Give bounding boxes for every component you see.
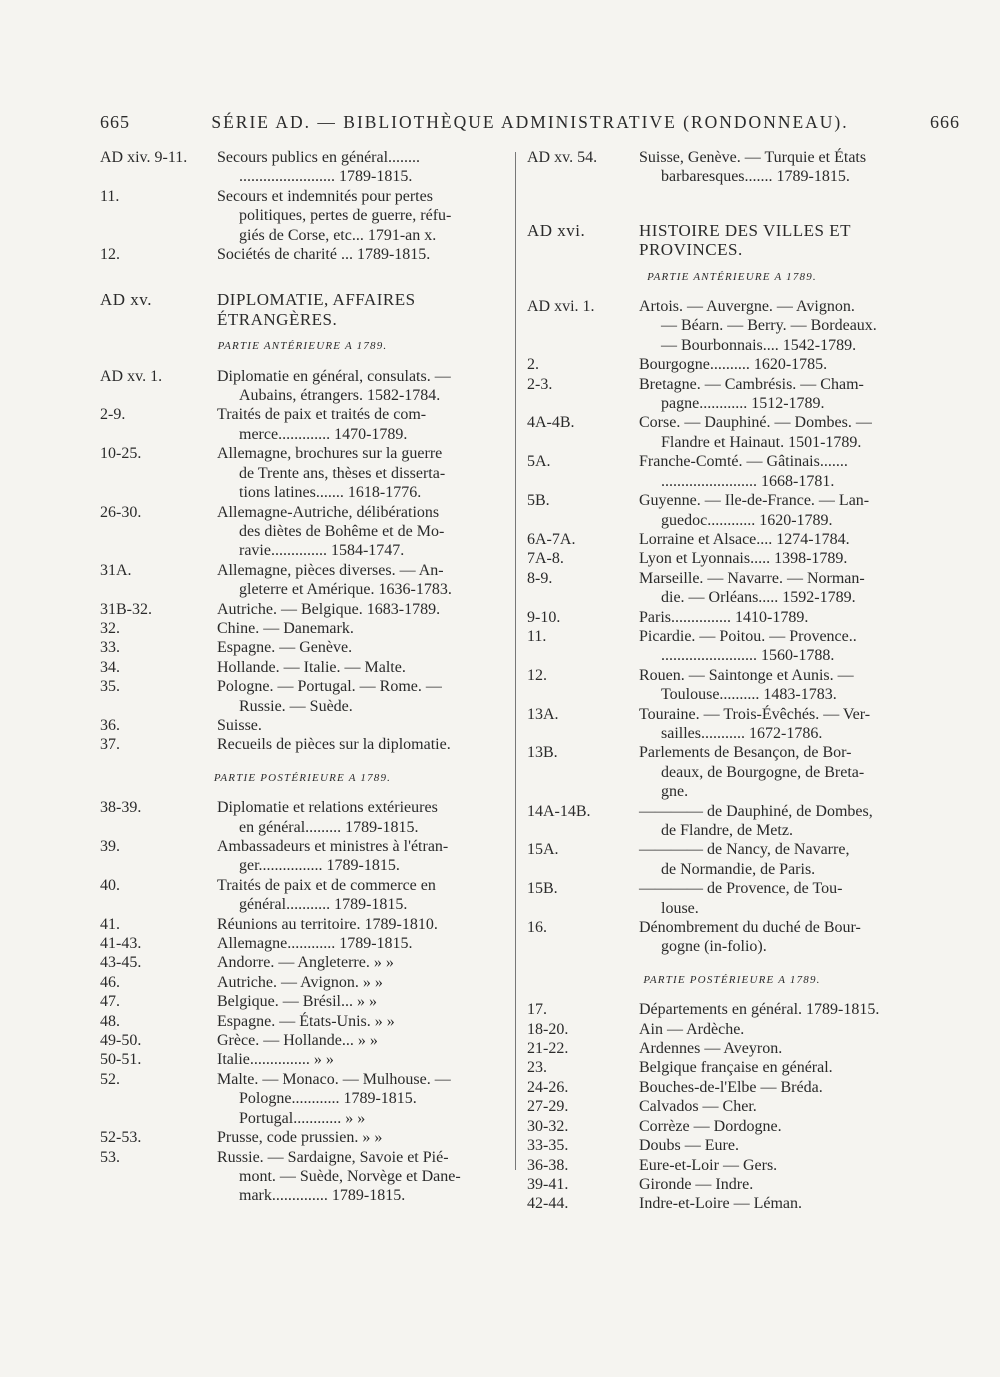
entry-line: Calvados — Cher. <box>639 1098 757 1116</box>
entry-code: 2-9. <box>100 406 126 424</box>
entry-description <box>639 879 937 918</box>
entry-row <box>527 355 937 374</box>
entry-code: 33-35. <box>527 1137 569 1155</box>
entry-code: 31A. <box>100 561 132 579</box>
entry-line: de Trente ans, thèses et disserta- <box>239 464 446 482</box>
entry-line: Pologne. — Portugal. — Rome. — <box>217 678 442 696</box>
entry-row <box>100 1050 505 1069</box>
entry-line: giés de Corse, etc... 1791-an x. <box>239 226 437 244</box>
entry-description <box>217 953 505 972</box>
entry-line: Prusse, code prussien. » » <box>217 1129 383 1147</box>
entry-description <box>217 1070 505 1128</box>
entry-code: 17. <box>527 1001 547 1019</box>
subheading-posterieure: PARTIE POSTÉRIEURE A 1789. <box>643 973 821 986</box>
entry-line: ........................ 1560-1788. <box>661 647 835 665</box>
entry-row <box>100 1148 505 1206</box>
entry-code: 43-45. <box>100 954 142 972</box>
entry-line: de Flandre, de Metz. <box>661 822 793 839</box>
entry-line: Recueils de pièces sur la diplomatie. <box>217 736 451 754</box>
entry-description <box>217 658 505 677</box>
entry-row <box>100 798 505 837</box>
entry-code: 9-10. <box>527 608 561 626</box>
entry-line: Bouches-de-l'Elbe — Bréda. <box>639 1078 823 1096</box>
entry-row <box>100 716 505 735</box>
entry-line: des diètes de Bohême et de Mo- <box>239 522 445 540</box>
entry-code: 39-41. <box>527 1175 569 1193</box>
entry-code: 21-22. <box>527 1040 569 1058</box>
entry-code: 31B-32. <box>100 600 152 618</box>
entry-line: Espagne. — Genève. <box>217 639 353 657</box>
entry-code: 14A-14B. <box>527 802 591 820</box>
entry-code: 41. <box>100 915 120 933</box>
entry-line: Suisse. <box>217 716 262 734</box>
entry-line: Bretagne. — Cambrésis. — Cham- <box>639 375 864 393</box>
entry-line: Lorraine et Alsace.... 1274-1784. <box>639 530 850 548</box>
entry-line: Russie. — Suède. <box>239 697 353 715</box>
entry-code: AD xv. 1. <box>100 367 163 385</box>
entry-line: Ardennes — Aveyron. <box>639 1040 783 1058</box>
entry-code: 41-43. <box>100 935 142 953</box>
entry-code: 40. <box>100 876 120 894</box>
entry-row <box>100 1070 505 1128</box>
entry-row <box>527 1117 937 1136</box>
entry-row <box>527 879 937 918</box>
entry-line: général........... 1789-1815. <box>239 896 408 914</box>
entry-line: guedoc............ 1620-1789. <box>661 511 833 529</box>
entry-line: Paris............... 1410-1789. <box>639 608 809 626</box>
entry-row <box>527 1156 937 1175</box>
entry-row <box>527 297 937 355</box>
entry-row <box>100 148 505 187</box>
entry-line: Aubains, étrangers. 1582-1784. <box>239 387 441 405</box>
entry-row <box>527 530 937 549</box>
entry-line: Marseille. — Navarre. — Norman- <box>639 569 865 587</box>
entry-row <box>527 840 937 879</box>
entry-description <box>217 367 505 406</box>
entry-description <box>639 1078 937 1097</box>
section-heading-adxv <box>100 290 505 329</box>
entry-line: Franche-Comté. — Gâtinais....... <box>639 453 848 471</box>
entry-description <box>217 561 505 600</box>
entry-description <box>639 1194 937 1213</box>
entry-row <box>100 187 505 245</box>
entry-code: 13B. <box>527 744 558 762</box>
entry-description <box>217 1128 505 1147</box>
entry-line: Espagne. — États-Unis. » » <box>217 1012 395 1030</box>
entry-code: 33. <box>100 639 120 657</box>
entry-description <box>217 915 505 934</box>
entry-description <box>217 973 505 992</box>
entry-line: Secours publics en général........ <box>217 149 421 166</box>
entry-line: Touraine. — Trois-Évêchés. — Ver- <box>639 705 871 723</box>
entry-line: Diplomatie en général, consulats. — <box>217 367 451 385</box>
entry-code: 15B. <box>527 880 558 898</box>
entry-description <box>217 600 505 619</box>
entry-code: 27-29. <box>527 1098 569 1116</box>
entry-code: 12. <box>527 666 547 684</box>
entry-description <box>639 569 937 608</box>
entry-row <box>527 627 937 666</box>
entry-code: 34. <box>100 658 120 676</box>
entry-description <box>217 876 505 915</box>
right-page-number: 666 <box>930 112 960 132</box>
entry-row <box>527 1000 937 1019</box>
entry-description <box>639 355 937 374</box>
entry-line: Toulouse.......... 1483-1783. <box>661 686 837 704</box>
right-entries-anterieure <box>527 297 937 957</box>
entry-row <box>100 992 505 1011</box>
section-code: AD xv. <box>100 290 152 310</box>
entry-description <box>217 503 505 561</box>
entry-line: ........................ 1668-1781. <box>661 472 835 490</box>
column-divider <box>515 152 516 1170</box>
right-entries-top <box>527 148 937 187</box>
entry-row <box>527 918 937 957</box>
entry-code: 26-30. <box>100 503 142 521</box>
entry-row <box>100 876 505 915</box>
entry-row <box>100 973 505 992</box>
entry-code: 39. <box>100 838 120 855</box>
entry-line: Traités de paix et traités de com- <box>217 406 427 424</box>
entry-row <box>527 1175 937 1194</box>
entry-description <box>217 716 505 735</box>
entry-code: 5B. <box>527 492 550 510</box>
entry-description <box>217 735 505 754</box>
entry-line: Grèce. — Hollande... » » <box>217 1032 378 1050</box>
entry-row <box>100 677 505 716</box>
entry-description <box>639 530 937 549</box>
entry-line: Portugal............ » » <box>239 1109 366 1127</box>
entry-code: 11. <box>100 187 120 205</box>
entry-line: Allemagne, brochures sur la guerre <box>217 445 443 463</box>
entry-code: 36. <box>100 716 120 734</box>
entry-code: 2. <box>527 356 539 374</box>
entry-row <box>527 1078 937 1097</box>
entry-description <box>639 608 937 627</box>
entry-code: AD xiv. 9-11. <box>100 149 188 166</box>
entry-code: 6A-7A. <box>527 530 576 548</box>
entry-row <box>527 1039 937 1058</box>
entry-row <box>100 915 505 934</box>
entry-line: Diplomatie et relations extérieures <box>217 799 438 817</box>
entry-description <box>639 802 937 841</box>
entry-row <box>527 1097 937 1116</box>
entry-line: Russie. — Sardaigne, Savoie et Pié- <box>217 1148 449 1166</box>
entry-description <box>217 148 505 187</box>
entry-line: Traités de paix et de commerce en <box>217 876 436 894</box>
entry-row <box>100 444 505 502</box>
entry-description <box>217 798 505 837</box>
entry-line: Doubs — Eure. <box>639 1137 739 1155</box>
page-title: SÉRIE AD. — BIBLIOTHÈQUE ADMINISTRATIVE (RONDONNEAU). <box>211 112 849 132</box>
entry-description <box>217 837 505 876</box>
entry-line: Allemagne, pièces diverses. — An- <box>217 561 444 579</box>
entry-description <box>639 375 937 414</box>
entry-line: Guyenne. — Ile-de-France. — Lan- <box>639 492 870 510</box>
entry-line: gne. <box>661 783 689 801</box>
entry-description <box>639 1175 937 1194</box>
entry-description <box>639 840 937 879</box>
entry-row <box>100 638 505 657</box>
entry-line: pagne............ 1512-1789. <box>661 395 825 413</box>
entry-line: Autriche. — Belgique. 1683-1789. <box>217 600 441 618</box>
entry-line: Autriche. — Avignon. » » <box>217 973 383 991</box>
entry-line: Bourgogne.......... 1620-1785. <box>639 356 828 374</box>
entry-description <box>217 444 505 502</box>
right-column <box>527 148 937 1214</box>
entry-code: 48. <box>100 1012 120 1030</box>
entry-line: Gironde — Indre. <box>639 1175 754 1193</box>
entry-description <box>217 1050 505 1069</box>
entry-line: Italie............... » » <box>217 1051 334 1069</box>
entry-code: 46. <box>100 973 120 991</box>
entry-code: 12. <box>100 246 120 264</box>
entry-code: 47. <box>100 993 120 1011</box>
entry-code: 11. <box>527 627 547 645</box>
entry-row <box>527 375 937 414</box>
entry-row <box>100 561 505 600</box>
entry-row <box>527 569 937 608</box>
entry-line: gleterre et Amérique. 1636-1783. <box>239 581 452 599</box>
subheading-anterieure: PARTIE ANTÉRIEURE A 1789. <box>217 340 388 353</box>
entry-row <box>100 1012 505 1031</box>
entry-line: Allemagne-Autriche, délibérations <box>217 503 440 521</box>
entry-code: 7A-8. <box>527 550 564 568</box>
right-entries-posterieure <box>527 1000 937 1213</box>
subheading-anterieure: PARTIE ANTÉRIEURE A 1789. <box>647 270 817 283</box>
entry-code: 10-25. <box>100 445 142 463</box>
entry-line: gogne (in-folio). <box>661 938 767 956</box>
entry-row <box>527 743 937 801</box>
section-title: HISTOIRE DES VILLES ET PROVINCES. <box>639 220 851 260</box>
section-code: AD xvi. <box>527 220 586 240</box>
entry-code: 23. <box>527 1059 547 1077</box>
entry-line: mark.............. 1789-1815. <box>239 1187 406 1205</box>
entry-row <box>527 1020 937 1039</box>
entry-line: ravie.............. 1584-1747. <box>239 542 405 560</box>
entry-line: Corrèze — Dordogne. <box>639 1117 782 1135</box>
entry-row <box>527 705 937 744</box>
entry-line: ........................ 1789-1815. <box>239 168 413 186</box>
entry-code: 38-39. <box>100 799 142 817</box>
entry-description <box>639 918 937 957</box>
left-entries-posterieure <box>100 798 505 1206</box>
entry-line: de Normandie, de Paris. <box>661 860 816 878</box>
entry-description <box>639 1156 937 1175</box>
entry-line: deaux, de Bourgogne, de Breta- <box>661 763 865 781</box>
entry-row <box>527 1058 937 1077</box>
entry-row <box>100 953 505 972</box>
entry-row <box>527 608 937 627</box>
entry-code: 42-44. <box>527 1195 569 1213</box>
entry-description <box>639 627 937 666</box>
entry-line: Suisse, Genève. — Turquie et États <box>639 149 867 166</box>
entry-row <box>527 491 937 530</box>
entry-row <box>527 1194 937 1213</box>
left-page-number: 665 <box>100 112 130 132</box>
entry-line: Indre-et-Loire — Léman. <box>639 1195 803 1213</box>
entry-line: mont. — Suède, Norvège et Dane- <box>239 1167 461 1185</box>
entry-description <box>639 1039 937 1058</box>
entry-line: Malte. — Monaco. — Mulhouse. — <box>217 1070 451 1088</box>
entry-line: ———— de Dauphiné, de Dombes, <box>639 802 873 820</box>
entry-description <box>217 934 505 953</box>
entry-description <box>217 992 505 1011</box>
entry-row <box>100 503 505 561</box>
entry-line: Rouen. — Saintonge et Aunis. — <box>639 666 854 684</box>
entry-description <box>639 666 937 705</box>
entry-line: Pologne............ 1789-1815. <box>239 1090 417 1108</box>
entry-code: AD xv. 54. <box>527 149 598 166</box>
entry-line: Dénombrement du duché de Bour- <box>639 919 861 937</box>
entry-line: die. — Orléans..... 1592-1789. <box>661 589 856 607</box>
entry-row <box>527 413 937 452</box>
entry-description <box>217 187 505 245</box>
page-header <box>100 112 960 140</box>
entry-row <box>527 452 937 491</box>
entry-row <box>527 1136 937 1155</box>
entry-code: 32. <box>100 619 120 637</box>
entry-row <box>527 666 937 705</box>
left-column <box>100 148 505 1206</box>
entry-row <box>100 600 505 619</box>
entry-code: 8-9. <box>527 569 553 587</box>
entry-description <box>639 1117 937 1136</box>
entry-row <box>100 735 505 754</box>
entry-code: 4A-4B. <box>527 414 575 432</box>
entry-description <box>217 245 505 264</box>
entry-code: 37. <box>100 736 120 754</box>
entry-line: Picardie. — Poitou. — Provence.. <box>639 627 857 645</box>
entry-row <box>100 245 505 264</box>
entry-line: Andorre. — Angleterre. » » <box>217 954 394 972</box>
left-entries-anterieure <box>100 367 505 755</box>
entry-line: Belgique. — Brésil... » » <box>217 993 377 1011</box>
entry-line: barbaresques....... 1789-1815. <box>661 168 850 186</box>
entry-row <box>527 549 937 568</box>
entry-row <box>100 619 505 638</box>
entry-code: 15A. <box>527 841 559 859</box>
entry-line: en général......... 1789-1815. <box>239 818 419 836</box>
entry-row <box>100 405 505 444</box>
entry-description <box>639 549 937 568</box>
entry-line: Artois. — Auvergne. — Avignon. <box>639 298 855 316</box>
entry-row <box>100 658 505 677</box>
entry-code: 30-32. <box>527 1117 569 1135</box>
entry-description <box>217 1148 505 1206</box>
entry-line: merce............. 1470-1789. <box>239 425 408 443</box>
entry-description <box>639 413 937 452</box>
entry-code: 24-26. <box>527 1078 569 1096</box>
entry-row <box>100 837 505 876</box>
entry-description <box>639 452 937 491</box>
entry-row <box>100 934 505 953</box>
entry-line: Départements en général. 1789-1815. <box>639 1001 880 1019</box>
entry-row <box>100 367 505 406</box>
entry-line: tions latines....... 1618-1776. <box>239 484 422 502</box>
entry-description <box>639 1136 937 1155</box>
entry-line: Réunions au territoire. 1789-1810. <box>217 915 438 933</box>
entry-code: 5A. <box>527 453 551 471</box>
entry-line: sailles........... 1672-1786. <box>661 724 823 742</box>
entry-line: Eure-et-Loir — Gers. <box>639 1156 778 1174</box>
entry-line: Ambassadeurs et ministres à l'étran- <box>217 838 449 855</box>
entry-description <box>639 1097 937 1116</box>
entry-description <box>639 705 937 744</box>
entry-line: Allemagne............ 1789-1815. <box>217 935 413 953</box>
entry-line: ger................ 1789-1815. <box>239 857 400 875</box>
entry-line: Flandre et Hainaut. 1501-1789. <box>661 433 862 451</box>
entry-description <box>639 297 937 355</box>
entry-code: 35. <box>100 678 120 696</box>
entry-line: Lyon et Lyonnais..... 1398-1789. <box>639 550 848 568</box>
entry-code: 16. <box>527 919 547 937</box>
entry-code: 13A. <box>527 705 559 723</box>
entry-line: Parlements de Besançon, de Bor- <box>639 744 852 762</box>
entry-line: Belgique française en général. <box>639 1059 833 1077</box>
left-entries-top <box>100 148 505 264</box>
entry-description <box>639 148 937 187</box>
entry-description <box>217 1031 505 1050</box>
entry-code: AD xvi. 1. <box>527 298 595 316</box>
entry-description <box>217 1012 505 1031</box>
entry-code: 53. <box>100 1148 120 1166</box>
entry-code: 52-53. <box>100 1129 142 1147</box>
entry-line: Secours et indemnités pour pertes <box>217 187 433 205</box>
entry-code: 18-20. <box>527 1020 569 1038</box>
entry-line: Hollande. — Italie. — Malte. <box>217 658 406 676</box>
subheading-posterieure: PARTIE POSTÉRIEURE A 1789. <box>213 771 392 784</box>
entry-row <box>527 148 937 187</box>
entry-description <box>639 743 937 801</box>
entry-description <box>639 1020 937 1039</box>
entry-row <box>100 1128 505 1147</box>
entry-description <box>639 1000 937 1019</box>
entry-code: 49-50. <box>100 1032 142 1050</box>
entry-code: 50-51. <box>100 1051 142 1069</box>
entry-line: Chine. — Danemark. <box>217 619 354 637</box>
entry-line: Corse. — Dauphiné. — Dombes. — <box>639 414 872 432</box>
entry-description <box>639 1058 937 1077</box>
entry-code: 52. <box>100 1070 120 1088</box>
entry-line: Sociétés de charité ... 1789-1815. <box>217 246 431 264</box>
entry-description <box>639 491 937 530</box>
entry-line: louse. <box>661 899 699 917</box>
entry-line: ———— de Nancy, de Navarre, <box>639 841 850 859</box>
entry-description <box>217 405 505 444</box>
entry-code: 2-3. <box>527 375 553 393</box>
entry-line: Ain — Ardèche. <box>639 1020 745 1038</box>
entry-row <box>100 1031 505 1050</box>
section-title: DIPLOMATIE, AFFAIRES ÉTRANGÈRES. <box>217 290 416 329</box>
entry-row <box>527 802 937 841</box>
entry-description <box>217 619 505 638</box>
entry-description <box>217 677 505 716</box>
entry-code: 36-38. <box>527 1156 569 1174</box>
entry-line: politiques, pertes de guerre, réfu- <box>239 207 452 225</box>
entry-line: — Bourbonnais.... 1542-1789. <box>661 336 857 354</box>
entry-description <box>217 638 505 657</box>
entry-line: ———— de Provence, de Tou- <box>639 880 843 898</box>
section-heading-adxvi <box>527 221 937 260</box>
entry-line: — Béarn. — Berry. — Bordeaux. <box>661 317 877 335</box>
